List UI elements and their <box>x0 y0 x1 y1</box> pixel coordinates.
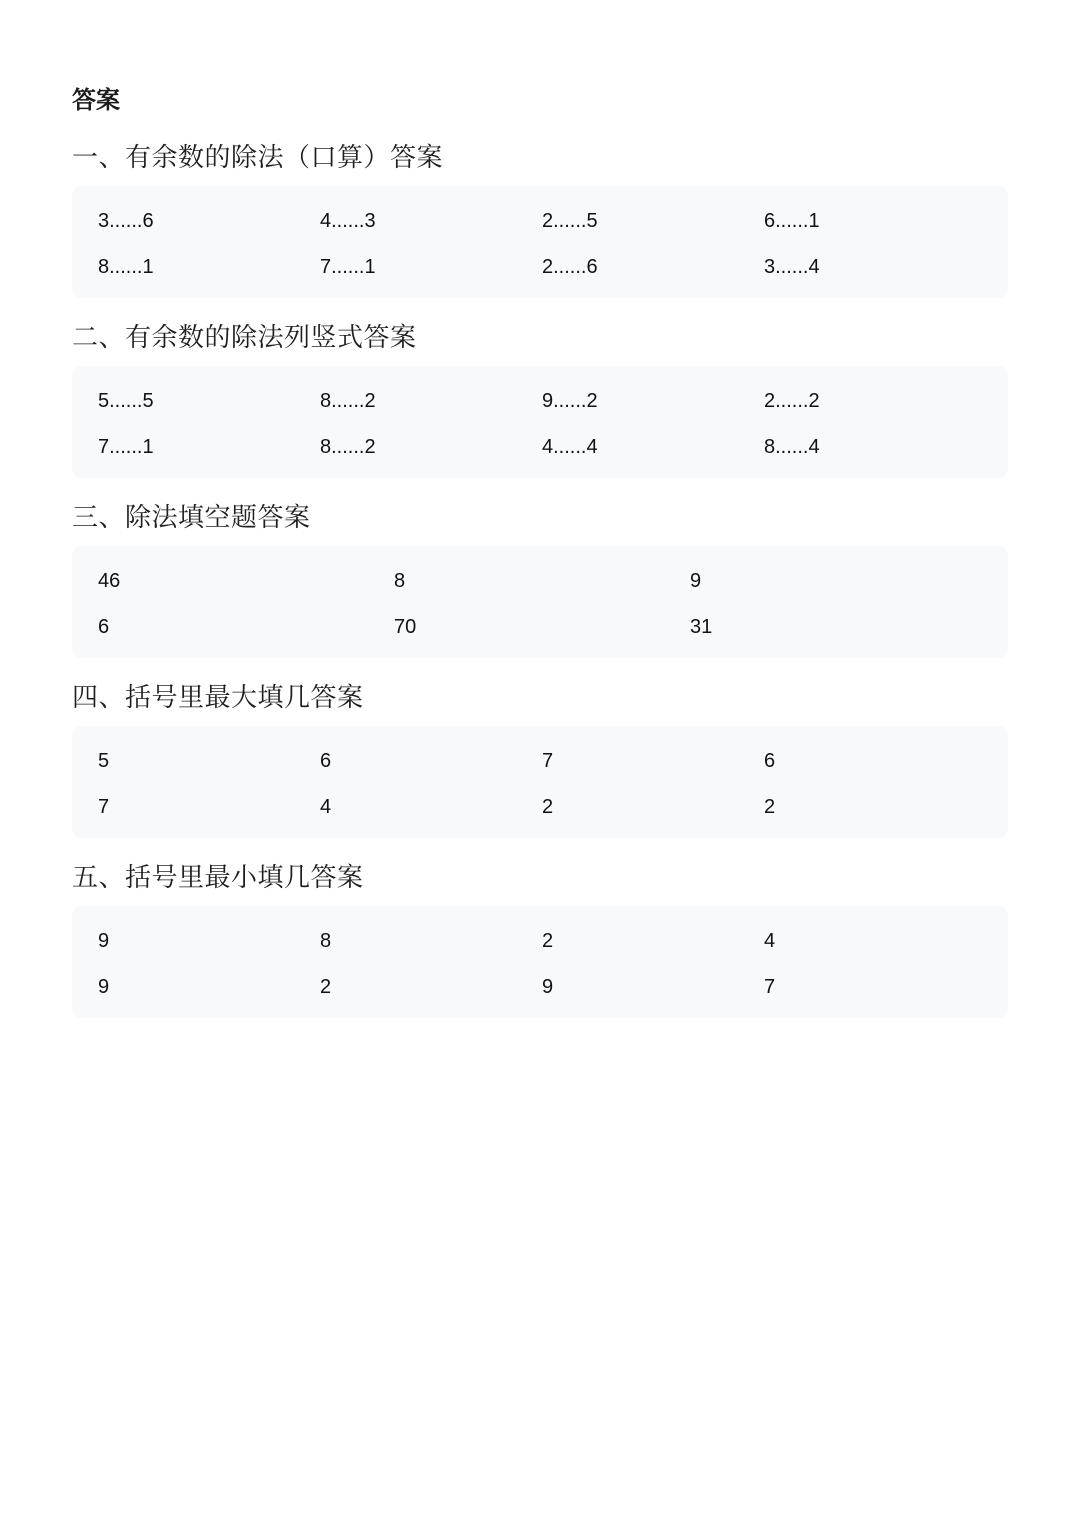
answer-box <box>72 906 1008 1018</box>
answer-cell: 8......1 <box>98 256 154 278</box>
answer-row <box>98 918 1008 964</box>
answer-cell: 3......6 <box>98 210 154 232</box>
answer-cell: 3......4 <box>764 256 820 278</box>
answer-cell: 6 <box>764 750 776 772</box>
answer-cell: 8......2 <box>320 390 376 412</box>
answer-cell: 2 <box>542 796 554 818</box>
answer-cell: 2......5 <box>542 210 598 232</box>
section-title: 一、有余数的除法（口算）答案 <box>72 143 444 173</box>
answer-row <box>98 738 1008 784</box>
answer-box <box>72 726 1008 838</box>
answer-box <box>72 366 1008 478</box>
section-fill-blank <box>72 498 1008 658</box>
answer-cell: 4 <box>764 930 776 952</box>
answer-cell: 31 <box>690 616 713 638</box>
answer-cell: 8......4 <box>764 436 820 458</box>
answer-cell: 9 <box>542 976 554 998</box>
answer-page <box>72 78 1008 1038</box>
answer-cell: 8 <box>320 930 332 952</box>
answer-cell: 7 <box>764 976 776 998</box>
section-title: 四、括号里最大填几答案 <box>72 683 364 713</box>
answer-cell: 2 <box>764 796 776 818</box>
answer-cell: 7 <box>98 796 110 818</box>
answer-row <box>98 604 1008 650</box>
answer-cell: 8 <box>394 570 406 592</box>
answer-row <box>98 198 1008 244</box>
section-title: 五、括号里最小填几答案 <box>72 863 364 893</box>
answer-cell: 8......2 <box>320 436 376 458</box>
answer-cell: 6......1 <box>764 210 820 232</box>
answer-cell: 2......2 <box>764 390 820 412</box>
answer-cell: 46 <box>98 570 121 592</box>
answer-cell: 4 <box>320 796 332 818</box>
section-max-fill <box>72 678 1008 838</box>
answer-row <box>98 784 1008 830</box>
answer-row <box>98 378 1008 424</box>
answer-cell: 6 <box>320 750 332 772</box>
answer-cell: 9 <box>690 570 702 592</box>
answer-cell: 2 <box>320 976 332 998</box>
answer-cell: 6 <box>98 616 110 638</box>
answer-cell: 5 <box>98 750 110 772</box>
answer-cell: 9 <box>98 976 110 998</box>
answer-row <box>98 244 1008 290</box>
section-min-fill <box>72 858 1008 1018</box>
answer-cell: 2......6 <box>542 256 598 278</box>
answer-cell: 70 <box>394 616 417 638</box>
answer-row <box>98 964 1008 1010</box>
answer-cell: 9......2 <box>542 390 598 412</box>
section-title: 二、有余数的除法列竖式答案 <box>72 323 417 353</box>
answer-cell: 2 <box>542 930 554 952</box>
answer-cell: 4......4 <box>542 436 598 458</box>
answer-cell: 9 <box>98 930 110 952</box>
answer-box <box>72 186 1008 298</box>
answer-cell: 7......1 <box>98 436 154 458</box>
answer-row <box>98 558 1008 604</box>
answer-cell: 5......5 <box>98 390 154 412</box>
section-title: 三、除法填空题答案 <box>72 503 311 533</box>
answer-cell: 7 <box>542 750 554 772</box>
answer-cell: 4......3 <box>320 210 376 232</box>
answer-row <box>98 424 1008 470</box>
answer-cell: 7......1 <box>320 256 376 278</box>
page-title: 答案 <box>72 86 120 114</box>
section-vertical-division <box>72 318 1008 478</box>
section-oral-division <box>72 138 1008 298</box>
answer-box <box>72 546 1008 658</box>
